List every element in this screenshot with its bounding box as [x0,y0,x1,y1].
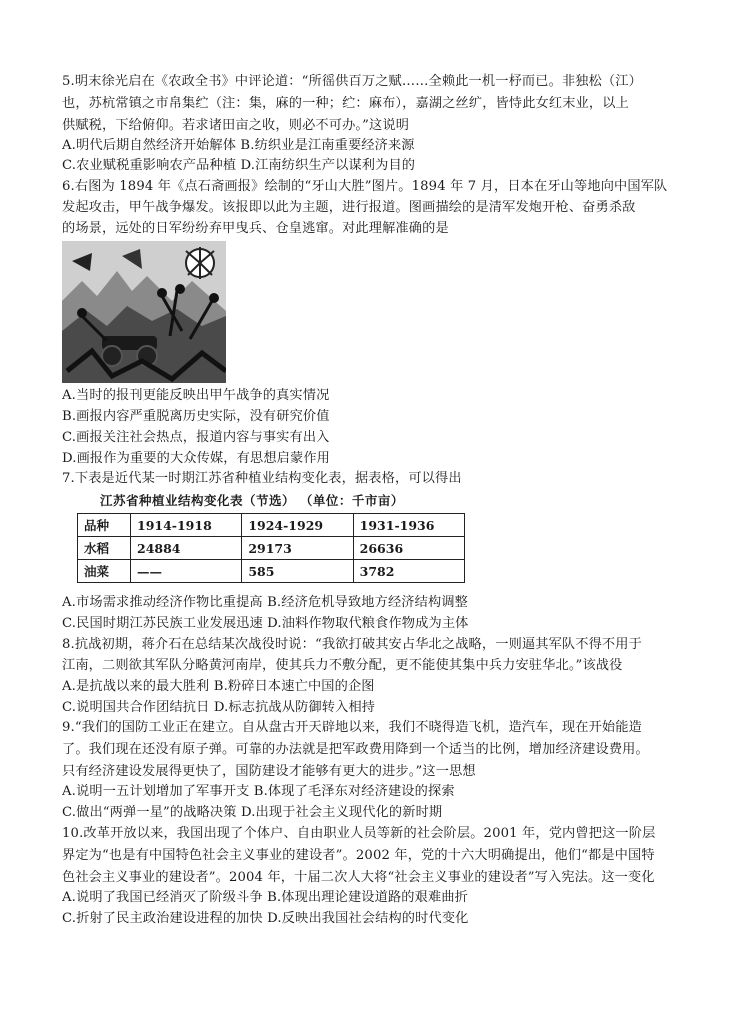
q6-option-d: D.画报作为重要的大众传媒，有思想启蒙作用 [62,451,331,466]
q5-options-ab: A.明代后期自然经济开始解体 B.纺织业是江南重要经济来源 [62,138,415,153]
table-row [78,514,465,537]
q7-stem: 7.下表是近代某一时期江苏省种植业结构变化表，据表格，可以得出 [62,471,462,486]
q8-options-cd: C.说明国共合作团结抗日 D.标志抗战从防御转入相持 [62,700,376,715]
q10-stem-line-2: 界定为“也是有中国特色社会主义事业的建设者”。2002 年，党的十六大明确提出，他们“都是中国特 [62,848,655,863]
q7-options-cd: C.民国时期江苏民族工业发展迅速 D.油料作物取代粮食作物成为主体 [62,616,469,631]
q6-stem-line-3: 的场景，远处的日军纷纷弃甲曳兵、仓皇逃窜。对此理解准确的是 [62,221,449,236]
table-cell: 水稻 [78,537,131,560]
table-cell: 1914-1918 [131,514,242,537]
table-cell: 品种 [78,514,131,537]
table-cell: —— [131,560,242,583]
q6-option-c: C.画报关注社会热点，报道内容与事实有出入 [62,430,330,445]
q5-stem-line-2: 也，苏杭常镇之市帛集纻（注：集，麻的一种；纻：麻布），嘉湖之丝纩，皆恃此女红末业，以上 [62,96,629,111]
table-row [78,560,465,583]
q6-option-b: B.画报内容严重脱离历史实际，没有研究价值 [62,409,330,424]
q6-option-a: A.当时的报刊更能反映出甲午战争的真实情况 [62,388,330,403]
q9-stem-line-1: 9.“我们的国防工业正在建立。自从盘古开天辟地以来，我们不晓得造飞机，造汽车，现在开始能造 [62,720,642,735]
q10-options-cd: C.折射了民主政治建设进程的加快 D.反映出我国社会结构的时代变化 [62,911,469,926]
q6-stem-line-1: 6.右图为 1894 年《点石斋画报》绘制的“牙山大胜”图片。1894 年 7 月，日本在牙山等地向中国军队 [62,179,668,194]
table-cell: 29173 [242,537,353,560]
table-cell: 油菜 [78,560,131,583]
q8-stem-line-2: 江南，二则欲其军队分略黄河南岸，使其兵力不敷分配，更不能使其集中兵力安驻华北。”该战役 [62,658,623,673]
q9-stem-line-3: 只有经济建设发展得更快了，国防建设才能够有更大的进步。”这一思想 [62,764,476,779]
battle-illustration [62,241,226,383]
battle-illustration-drawing [62,241,226,383]
q7-options-ab: A.市场需求推动经济作物比重提高 B.经济危机导致地方经济结构调整 [62,595,468,610]
q10-stem-line-3: 色社会主义事业的建设者”。2004 年，十届二次人大将“社会主义事业的建设者”写入宪法。这一变化 [62,870,655,885]
table-cell: 26636 [353,537,464,560]
planting-structure-table [77,513,465,583]
table-cell: 1924-1929 [242,514,353,537]
table-cell: 3782 [353,560,464,583]
q9-options-ab: A.说明一五计划增加了军事开支 B.体现了毛泽东对经济建设的探索 [62,784,455,799]
q10-stem-line-1: 10.改革开放以来，我国出现了个体户、自由职业人员等新的社会阶层。2001 年，党内曾把这一阶层 [62,826,656,841]
q9-stem-line-2: 了。我们现在还没有原子弹。可靠的办法就是把军政费用降到一个适当的比例，增加经济建设费用。 [62,742,649,757]
table-cell: 1931-1936 [353,514,464,537]
q5-stem-line-3: 供赋税，下给俯仰。若求诸田亩之收，则必不可办。”这说明 [62,118,410,133]
q7-table-caption: 江苏省种植业结构变化表（节选） （单位：千市亩） [100,493,404,508]
table-cell: 24884 [131,537,242,560]
q10-options-ab: A.说明了我国已经消灭了阶级斗争 B.体现出理论建设道路的艰难曲折 [62,890,468,905]
q6-stem-line-2: 发起攻击，甲午战争爆发。该报即以此为主题，进行报道。图画描绘的是清军发炮开枪、奋勇杀敌 [62,200,636,215]
q9-options-cd: C.做出“两弹一星”的战略决策 D.出现于社会主义现代化的新时期 [62,805,443,820]
table-row [78,537,465,560]
table-cell: 585 [242,560,353,583]
q5-stem-line-1: 5.明末徐光启在《农政全书》中评论道：“所徭供百万之赋……全赖此一机一杼而已。非独松（江） [62,74,642,89]
q8-stem-line-1: 8.抗战初期，蒋介石在总结某次战役时说：“我欲打破其安占华北之战略，一则逼其军队不得不用于 [62,637,642,652]
q8-options-ab: A.是抗战以来的最大胜利 B.粉碎日本速亡中国的企图 [62,679,375,694]
q5-options-cd: C.农业赋税重影响农产品种植 D.江南纺织生产以谋利为目的 [62,158,416,173]
